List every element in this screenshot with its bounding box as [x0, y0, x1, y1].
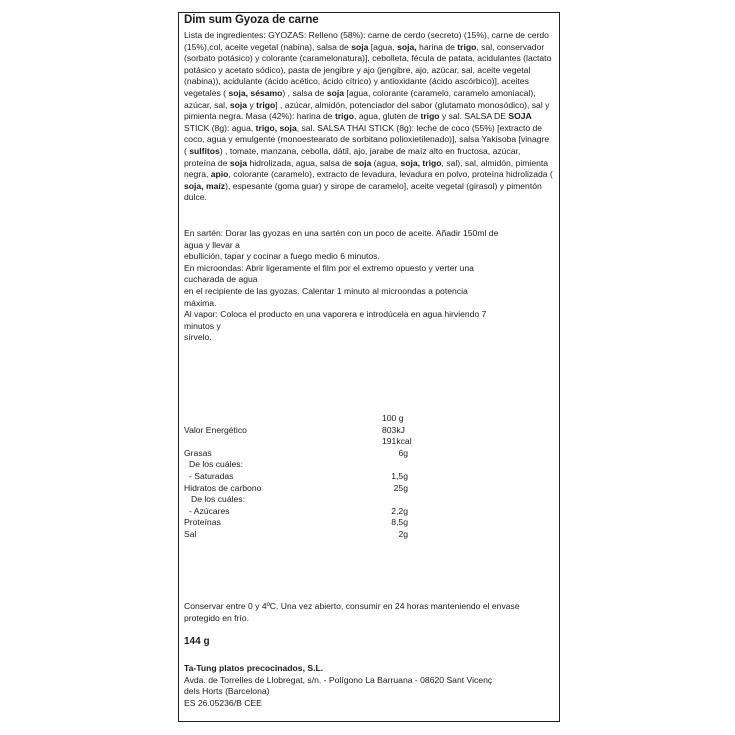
storage-instructions: Conservar entre 0 y 4ºC. Una vez abierto, consumir en 24 horas manteniendo el envase protegido en frío.: [184, 601, 520, 623]
energy-kj-value: 803kJ: [382, 424, 405, 435]
nutrition-row: [184, 483, 414, 495]
nutrition-row: [184, 517, 414, 529]
product-title: Dim sum Gyoza de carne: [184, 14, 319, 26]
allergen-highlight: soja, maíz: [184, 180, 226, 191]
allergen-highlight: SOJA: [508, 111, 532, 122]
energy-kcal-value: 191kcal: [382, 436, 412, 447]
company-registry: ES 26.05236/B CEE: [184, 697, 262, 708]
ingredient-text: hidrolizada, agua, salsa de: [247, 157, 355, 168]
company-address-line1: Avda. de Torrelles de Llobregat, s/n. - Polígono La Barruana - 08620 Sant Vicenç: [184, 674, 493, 685]
ingredient-text: [agua,: [368, 41, 398, 52]
preparation-instructions: [184, 228, 554, 344]
preparation-line: minutos y: [184, 320, 221, 331]
company-name: Ta-Tung platos precocinados, S.L.: [184, 663, 324, 673]
nutrient-value: 8,5g: [391, 517, 408, 528]
nutrition-row: [184, 459, 414, 471]
nutrition-row: [184, 529, 414, 541]
ingredients-list: [184, 30, 554, 204]
nutrient-value: 1,5g: [391, 470, 408, 481]
nutrient-value: 25g: [393, 482, 408, 493]
nutrition-per-100g-header: 100 g: [382, 413, 404, 423]
nutrient-label: De los cuáles:: [191, 494, 245, 505]
ingredient-text: , sal. SALSA THAI STICK (8g): leche de coco (55%) [extracto de coco, agua y emulgente (monoestearato de sorbitano polioxietilenado)], salsa Yakisoba [vinagre (: [184, 122, 550, 156]
ingredient-text: Lista de ingredientes: GYOZAS: Relleno (58%): carne de cerdo (secreto) (15%), carne de cerdo (15%),col, aceite vegetal (nabina), salsa de: [184, 30, 549, 52]
ingredient-text: y sal. SALSA DE: [439, 111, 509, 122]
nutrition-row: [184, 448, 414, 460]
preparation-line: máxima.: [184, 297, 217, 308]
nutrition-table: [184, 413, 414, 541]
allergen-highlight: trigo: [256, 99, 276, 110]
nutrient-value: 6g: [398, 447, 408, 458]
preparation-line: Al vapor: Coloca el producto en una vaporera e introdúcela en agua hirviendo 7: [184, 309, 487, 320]
ingredient-text: ) , salsa de: [282, 87, 327, 98]
allergen-highlight: trigo, soja: [255, 122, 297, 133]
nutrient-label: Grasas: [184, 447, 212, 458]
ingredient-text: ] , azúcar, almidón, potenciador del sabor (glutamato monosódico), sal y pimienta negra. Masa (42%): harina de: [184, 99, 550, 122]
ingredient-text: [agua, colorante (caramelo, caramelo amoniacal), azúcar, sal,: [184, 87, 536, 110]
nutrient-value: 2g: [398, 528, 408, 539]
allergen-highlight: soja: [326, 87, 345, 98]
ingredient-text: , agua, gluten de: [354, 111, 421, 122]
ingredient-text: harina de: [416, 41, 458, 52]
nutrient-label: - Azúcares: [189, 505, 230, 516]
ingredient-text: STICK (8g): agua,: [184, 122, 256, 133]
nutrition-row: [184, 494, 414, 506]
allergen-highlight: apio: [210, 169, 229, 180]
nutrient-label: Hidratos de carbono: [184, 482, 262, 493]
ingredient-text: (agua,: [371, 157, 401, 168]
nutrient-label: Sal: [184, 528, 197, 539]
ingredient-text: , sal, conservador (sorbato potásico) y colorante (caramelonatura)], cebolleta, fécula de patata, acidulantes (lactato potásico y acetato sódico), pasta de jengibre y ajo (jengibre, ajo, azúcar, sal, aceite vegetal (nabina)), acidulante (ácido acético, ácido cítrico) y antioxidante (ácido ascórbico)], aceites vegetales (: [184, 41, 552, 98]
ingredient-text: ), espesante (goma guar) y sirope de caramelo], aceite vegetal (girasol) y pimentón dulce.: [184, 180, 542, 203]
energy-label: Valor Energético: [184, 424, 247, 435]
nutrient-label: Proteínas: [184, 517, 221, 528]
preparation-line: cucharada de agua: [184, 274, 258, 285]
nutrient-value: 2,2g: [391, 505, 408, 516]
allergen-highlight: soja, sésamo: [228, 87, 283, 98]
nutrition-row: [184, 471, 414, 483]
allergen-highlight: trigo: [334, 111, 355, 122]
allergen-highlight: trigo: [457, 41, 477, 52]
ingredient-text: ) , tomate, manzana, cebolla, dátil, ajo, jarabe de maíz alto en fructosa, azúcar, proteína de: [184, 145, 521, 168]
allergen-highlight: soja: [354, 157, 372, 168]
allergen-highlight: soja: [351, 41, 369, 52]
allergen-highlight: sulfitos: [189, 145, 220, 156]
company-info: [184, 663, 554, 709]
allergen-highlight: soja: [229, 99, 248, 110]
ingredient-text: , colorante (caramelo), extracto de levadura, levadura en polvo, proteína hidrolizada (: [228, 169, 553, 180]
nutrition-energy-kcal-row: [184, 436, 414, 448]
ingredient-text: , sal), sal, almidón, pimienta negra,: [184, 157, 549, 180]
allergen-highlight: soja,: [397, 41, 417, 52]
nutrition-energy-row: [184, 425, 414, 437]
ingredient-text: y: [247, 99, 257, 110]
preparation-line: en el recipiente de las gyozas. Calentar 1 minuto al microondas a potencia: [184, 285, 468, 296]
nutrient-label: - Saturadas: [189, 470, 234, 481]
preparation-line: sírvelo.: [184, 332, 212, 343]
nutrient-label: De los cuáles:: [189, 459, 243, 470]
allergen-highlight: soja: [229, 157, 248, 168]
nutrition-row: [184, 506, 414, 518]
preparation-line: ebullición, tapar y cocinar a fuego medio 6 minutos.: [184, 251, 380, 262]
allergen-highlight: trigo: [420, 111, 440, 122]
net-weight: 144 g: [184, 636, 210, 647]
allergen-highlight: soja, trigo: [400, 157, 442, 168]
preparation-line: En sartén: Dorar las gyozas en una sartén con un poco de aceite. Añadir 150ml de: [184, 228, 499, 238]
nutrition-header-row: [184, 413, 414, 425]
preparation-line: agua y llevar a: [184, 239, 240, 250]
company-address-line2: dels Horts (Barcelona): [184, 686, 270, 697]
preparation-line: En microondas: Abrir ligeramente el film por el extremo opuesto y verter una: [184, 262, 474, 273]
